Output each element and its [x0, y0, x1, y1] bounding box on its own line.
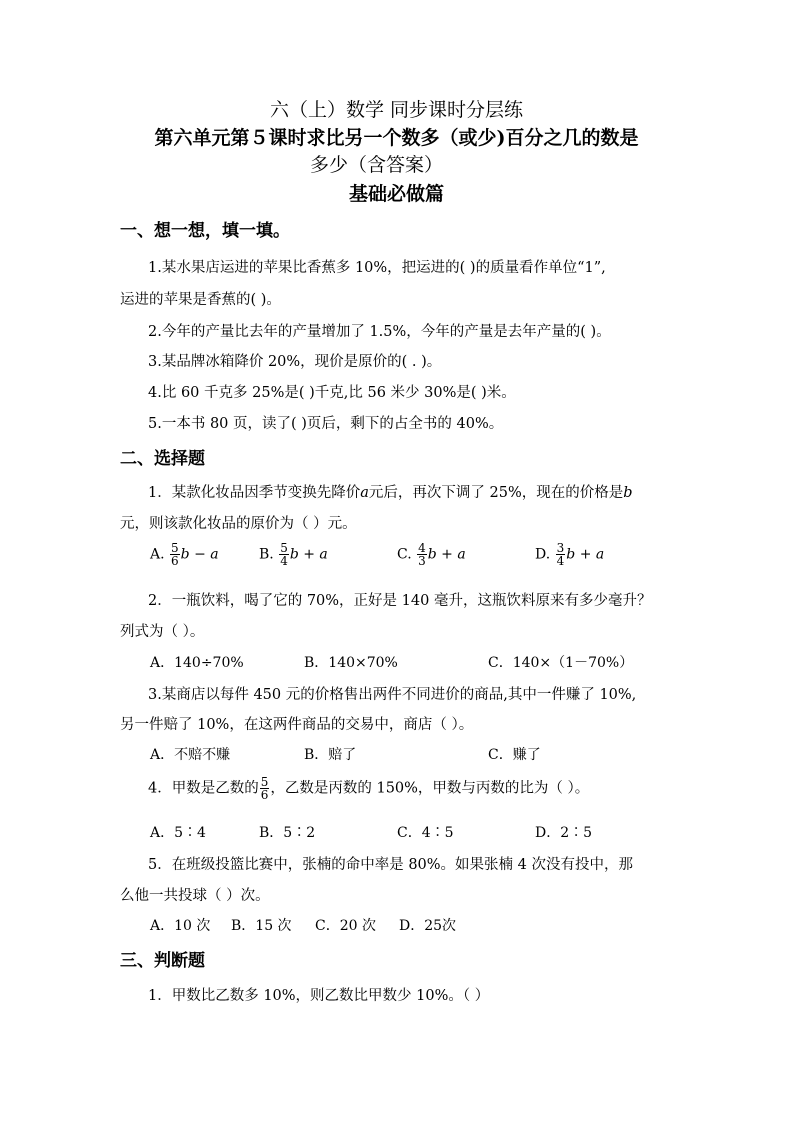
section-heading-judge: 三、判断题	[120, 951, 205, 971]
choice-q1-option-b: B. $\frac{5}{4}$ b + a	[259, 541, 328, 568]
choice-q1-text-a: 1．某款化妆品因季节变换先降价	[148, 485, 361, 501]
choice-q5-option-d: D．25次	[399, 918, 457, 934]
choice-q5-option-c: C．20 次	[315, 918, 376, 934]
fill-question-1-cont: 运进的苹果是香蕉的( )。	[120, 292, 281, 308]
choice-q3-option-c: C．赚了	[488, 747, 541, 763]
choice-q1-var-a: a	[360, 485, 369, 501]
choice-q5-option-a: A．10 次	[150, 918, 211, 934]
judge-question-1: 1．甲数比乙数多 10%，则乙数比甲数少 10%。（ ）	[148, 988, 490, 1004]
fraction: $\frac{5}{6}$	[260, 775, 269, 802]
choice-q1-option-c: C. $\frac{4}{3}$ b + a	[397, 541, 466, 568]
choice-q4-option-d: D．2∶5	[535, 825, 593, 841]
choice-q3-option-b: B．赔了	[304, 747, 357, 763]
choice-q4-option-b: B．5∶2	[259, 825, 316, 841]
choice-q2-option-c: C．140×（1－70%）	[488, 655, 634, 671]
fraction: $\frac{4}{3}$	[418, 541, 426, 568]
fill-question-3: 3.某品牌冰箱降价 20%，现价是原价的( . )。	[148, 354, 442, 370]
choice-q1-text-b: 元后，再次下调了 25%，现在的价格是	[368, 485, 624, 501]
choice-q5-option-b: B．15 次	[231, 918, 292, 934]
choice-question-2: 2．一瓶饮料，喝了它的 70%，正好是 140 毫升，这瓶饮料原来有多少毫升？	[148, 593, 652, 609]
fraction: $\frac{5}{6}$	[171, 541, 179, 568]
choice-question-2-cont: 列式为（ ）。	[120, 624, 205, 640]
choice-q1-option-d: D. $\frac{3}{4}$ b + a	[535, 541, 605, 568]
choice-question-4: 4．甲数是乙数的 $\frac{5}{6}$ ，乙数是丙数的 150%，甲数与丙数的比为（ ）。	[148, 775, 590, 802]
choice-q4-option-a: A．5∶4	[150, 825, 206, 841]
choice-question-5: 5．在班级投篮比赛中，张楠的命中率是 80%。如果张楠 4 次没有投中，那	[148, 857, 634, 873]
choice-q2-option-b: B．140×70%	[304, 655, 398, 671]
section-heading-fill: 一、想一想，填一填。	[120, 221, 290, 241]
fill-question-5: 5.一本书 80 页，读了( )页后，剩下的占全书的 40%。	[148, 416, 504, 432]
doc-subtitle: 基础必做篇	[348, 183, 444, 205]
fraction: $\frac{3}{4}$	[556, 541, 565, 568]
choice-question-3: 3.某商店以每件 450 元的价格售出两件不同进价的商品,其中一件赚了 10%,	[148, 687, 637, 703]
choice-q4-option-c: C．4∶5	[397, 825, 454, 841]
doc-title-line2: 第六单元第５课时求比另一个数多（或少)百分之几的数是	[154, 127, 639, 149]
doc-title-line1: 六（上）数学 同步课时分层练	[269, 99, 524, 121]
choice-question-1	[148, 481, 633, 502]
choice-q1-option-a: A. $\frac{5}{6}$ b − a	[150, 541, 219, 568]
choice-q1-var-b: b	[623, 485, 633, 501]
choice-question-1-cont: 元，则该款化妆品的原价为（ ）元。	[120, 516, 357, 532]
fill-question-1: 1.某水果店运进的苹果比香蕉多 10%，把运进的( )的质量看作单位“1”,	[148, 260, 606, 276]
choice-q2-option-a: A．140÷70%	[150, 655, 244, 671]
choice-question-3-cont: 另一件赔了 10%，在这两件商品的交易中，商店（ ）。	[120, 717, 474, 733]
doc-title-line3: 多少（含答案）	[309, 154, 443, 176]
fill-question-2: 2.今年的产量比去年的产量增加了 1.5%，今年的产量是去年产量的( )。	[148, 324, 611, 340]
section-heading-choice: 二、选择题	[120, 449, 205, 469]
choice-q3-option-a: A．不赔不赚	[150, 747, 231, 763]
fill-question-4: 4.比 60 千克多 25%是( )千克,比 56 米少 30%是( )米。	[148, 385, 516, 401]
fraction: $\frac{5}{4}$	[280, 541, 288, 568]
choice-question-5-cont: 么他一共投球（ ）次。	[120, 888, 270, 904]
